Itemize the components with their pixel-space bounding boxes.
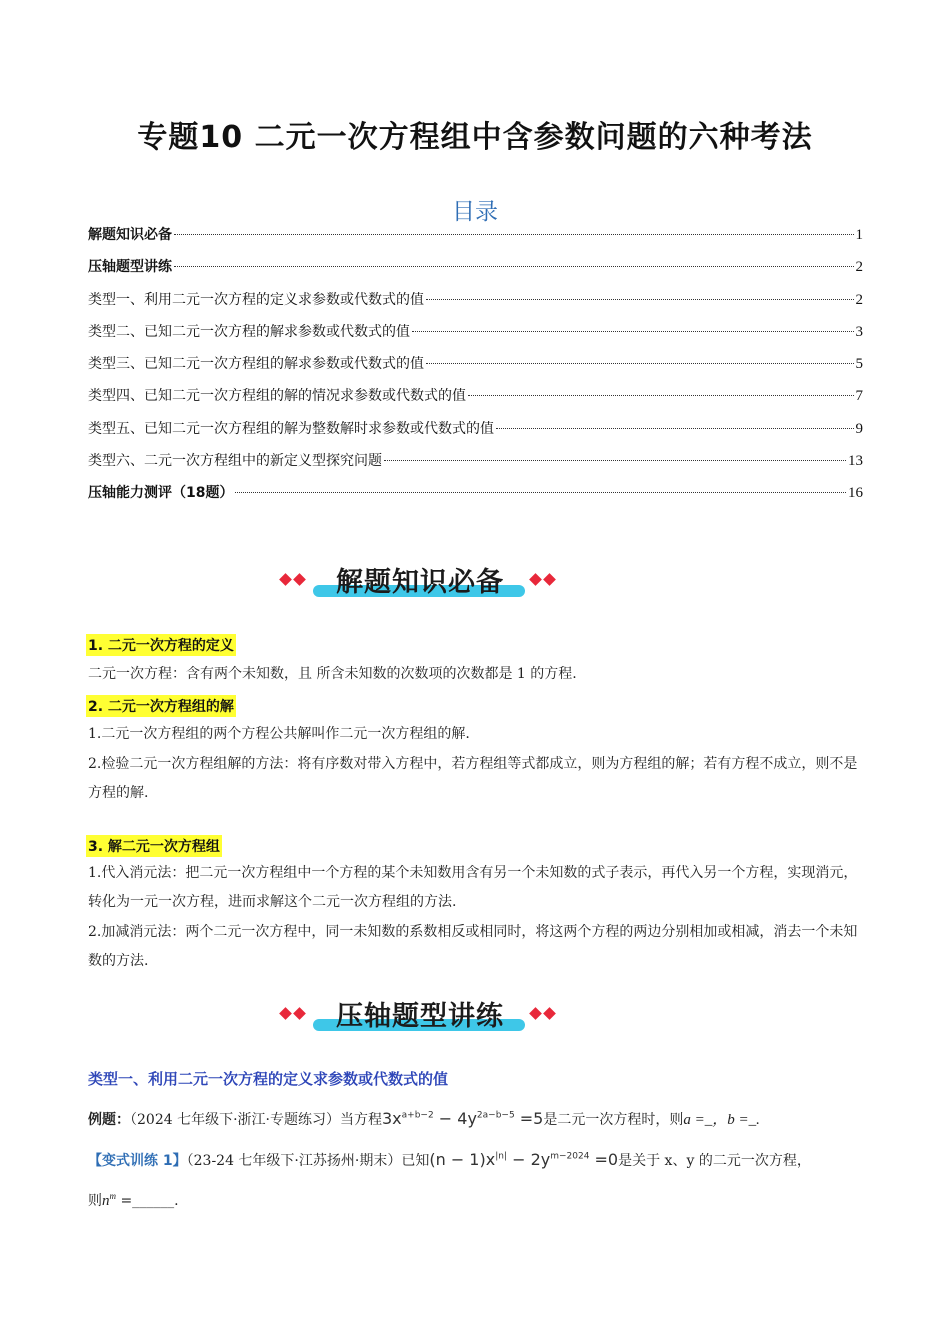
toc-item[interactable] [88,418,863,450]
toc-item-label: 类型五、已知二元一次方程组的解为整数解时求参数或代数式的值 [88,420,494,437]
section-title-definition: 1. 二元一次方程的定义 [86,634,236,656]
banner-title: 压轴题型讲练 [336,1001,504,1032]
toc-page-number: 7 [855,388,863,405]
toc-item-label: 解题知识必备 [88,227,172,243]
variant-tail: 是关于 x、y 的二元一次方程， [618,1153,811,1169]
toc-leader-dots [412,331,854,332]
toc-item-label: 压轴题型讲练 [88,259,172,276]
toc-item[interactable] [88,482,863,514]
toc-leader-dots [174,266,854,267]
variant-answer-blank: =______. [116,1193,179,1209]
banner-title: 解题知识必备 [336,567,504,598]
example-source: （2024 七年级下·浙江·专题练习）当方程 [130,1112,382,1128]
definition-text: 二元一次方程：含有两个未知数，且 所含未知数的次数项的次数都是 1 的方程. [88,666,577,682]
example-tail: 是二元一次方程时，则 [543,1112,684,1128]
toc-item-label: 压轴能力测评（18题） [88,485,234,502]
toc-leader-dots [468,395,854,396]
toc-item[interactable] [88,289,863,321]
toc-page-number: 13 [848,453,863,470]
section-banner-practice [278,992,562,1038]
example-line [88,1108,760,1129]
toc-leader-dots [235,492,846,493]
toc-item-label: 类型四、已知二元一次方程组的解的情况求参数或代数式的值 [88,388,466,405]
toc-item-label: 类型六、二元一次方程组中的新定义型探究问题 [88,453,382,470]
variant-equation: $(n - 1)x^{|n|} - 2y^{m-2024} =0$ [429,1150,619,1169]
toc-page-number: 3 [855,323,863,340]
toc-item[interactable] [88,353,863,385]
toc-item[interactable] [88,321,863,353]
toc-page-number: 2 [855,259,863,276]
toc-leader-dots [174,234,854,235]
section-title-solution: 2. 二元一次方程组的解 [86,695,236,717]
diamond-ornament-icon [528,573,560,587]
toc-item-label: 类型三、已知二元一次方程组的解求参数或代数式的值 [88,356,424,373]
solving-paragraph-2: 2.加减消元法：两个二元一次方程中，同一未知数的系数相反或相同时，将这两个方程的两边分别相加或相减，消去一个未知数的方法. [88,924,858,969]
toc-leader-dots [496,428,854,429]
toc-item[interactable] [88,224,863,256]
solution-paragraph-2: 2.检验二元一次方程组解的方法：将有序数对带入方程中，若方程组等式都成立，则为方程组的解；若有方程不成立，则不是方程的解. [88,756,858,801]
toc-page-number: 9 [855,420,863,437]
toc-item-label: 类型二、已知二元一次方程的解求参数或代数式的值 [88,323,410,340]
toc-leader-dots [426,363,854,364]
variant-source: （23-24 七年级下·江苏扬州·期末）已知 [186,1153,430,1169]
type1-heading: 类型一、利用二元一次方程的定义求参数或代数式的值 [88,1070,449,1088]
diamond-ornament-icon [528,1007,560,1021]
example-equation: $3x^{a+b-2} - 4y^{2a-b-5} =5$ [381,1109,544,1128]
variant-line-2: 则$n^m$ =______. [88,1191,179,1209]
toc-item[interactable] [88,256,863,288]
toc-item[interactable] [88,385,863,417]
toc-page-number: 5 [855,356,863,373]
solution-paragraph-1: 1.二元一次方程组的两个方程公共解叫作二元一次方程组的解. [88,726,470,742]
toc-page-number: 2 [855,291,863,308]
solving-paragraph-1: 1.代入消元法：把二元一次方程组中一个方程的某个未知数用含有另一个未知数的式子表示，再代入另一个方程，实现消元，转化为一元一次方程，进而求解这个二元一次方程组的方法. [88,865,858,910]
section-title-solving: 3. 解二元一次方程组 [86,835,222,857]
toc-heading: 目录 [452,199,498,225]
toc-item-label: 类型一、利用二元一次方程的定义求参数或代数式的值 [88,291,424,308]
example-answer: a =_，b =_. [683,1112,760,1128]
section-banner-knowledge [278,558,562,604]
variant-label: 【变式训练 1】 [88,1153,187,1169]
toc-leader-dots [384,460,846,461]
variant-line [88,1150,811,1170]
example-label: 例题： [88,1112,130,1128]
toc-page-number: 16 [848,485,863,502]
toc-item[interactable] [88,450,863,482]
table-of-contents [88,224,863,515]
page-title: 专题10 二元一次方程组中含参数问题的六种考法 [137,120,813,155]
toc-page-number: 1 [855,227,863,243]
toc-leader-dots [426,299,854,300]
variant-expression: $n^m$ [102,1191,116,1209]
